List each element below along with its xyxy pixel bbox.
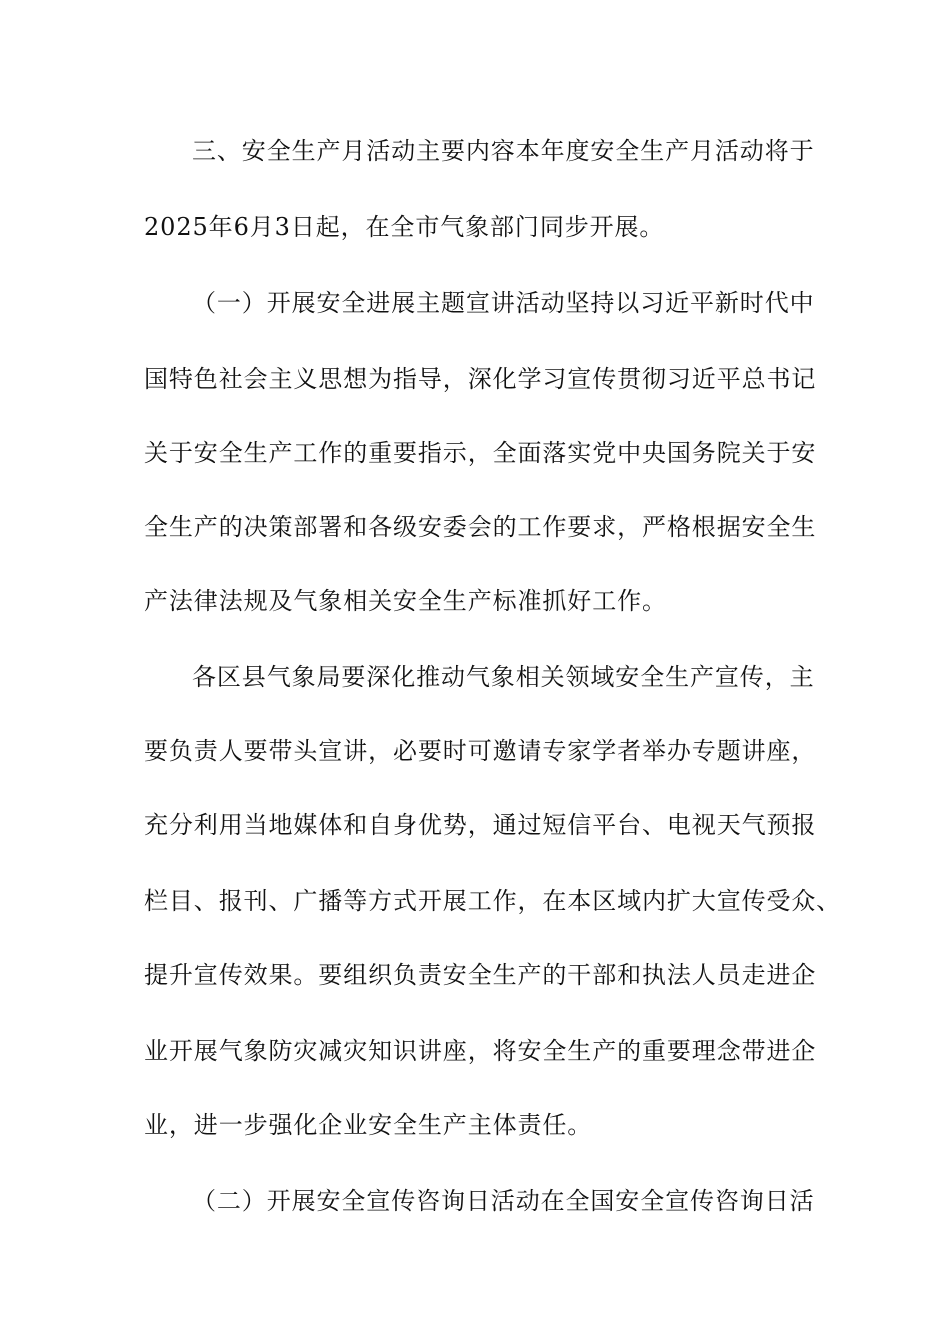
paragraph-line: 国特色社会主义思想为指导，深化学习宣传贯彻习近平总书记 (144, 365, 817, 393)
paragraph-line: 2025年6月3日起，在全市气象部门同步开展。 (144, 213, 665, 241)
paragraph-line: 提升宣传效果。要组织负责安全生产的干部和执法人员走进企 (144, 961, 817, 989)
paragraph-line: 充分利用当地媒体和自身优势，通过短信平台、电视天气预报 (144, 811, 817, 839)
paragraph-line: 业，进一步强化企业安全生产主体责任。 (144, 1111, 593, 1139)
paragraph-line: 三、安全生产月活动主要内容本年度安全生产月活动将于 (192, 137, 815, 165)
paragraph-line: 全生产的决策部署和各级安委会的工作要求，严格根据安全生 (144, 513, 817, 541)
paragraph-line: 栏目、报刊、广播等方式开展工作，在本区域内扩大宣传受众、 (144, 887, 842, 915)
paragraph-line: （二）开展安全宣传咨询日活动在全国安全宣传咨询日活 (192, 1187, 815, 1215)
paragraph-line: 业开展气象防灾减灾知识讲座，将安全生产的重要理念带进企 (144, 1037, 817, 1065)
paragraph-line: 关于安全生产工作的重要指示，全面落实党中央国务院关于安 (144, 439, 817, 467)
paragraph-line: 各区县气象局要深化推动气象相关领域安全生产宣传，主 (192, 663, 815, 691)
paragraph-line: 产法律法规及气象相关安全生产标准抓好工作。 (144, 587, 667, 615)
paragraph-line: （一）开展安全进展主题宣讲活动坚持以习近平新时代中 (192, 289, 815, 317)
paragraph-line: 要负责人要带头宣讲，必要时可邀请专家学者举办专题讲座， (144, 737, 817, 765)
